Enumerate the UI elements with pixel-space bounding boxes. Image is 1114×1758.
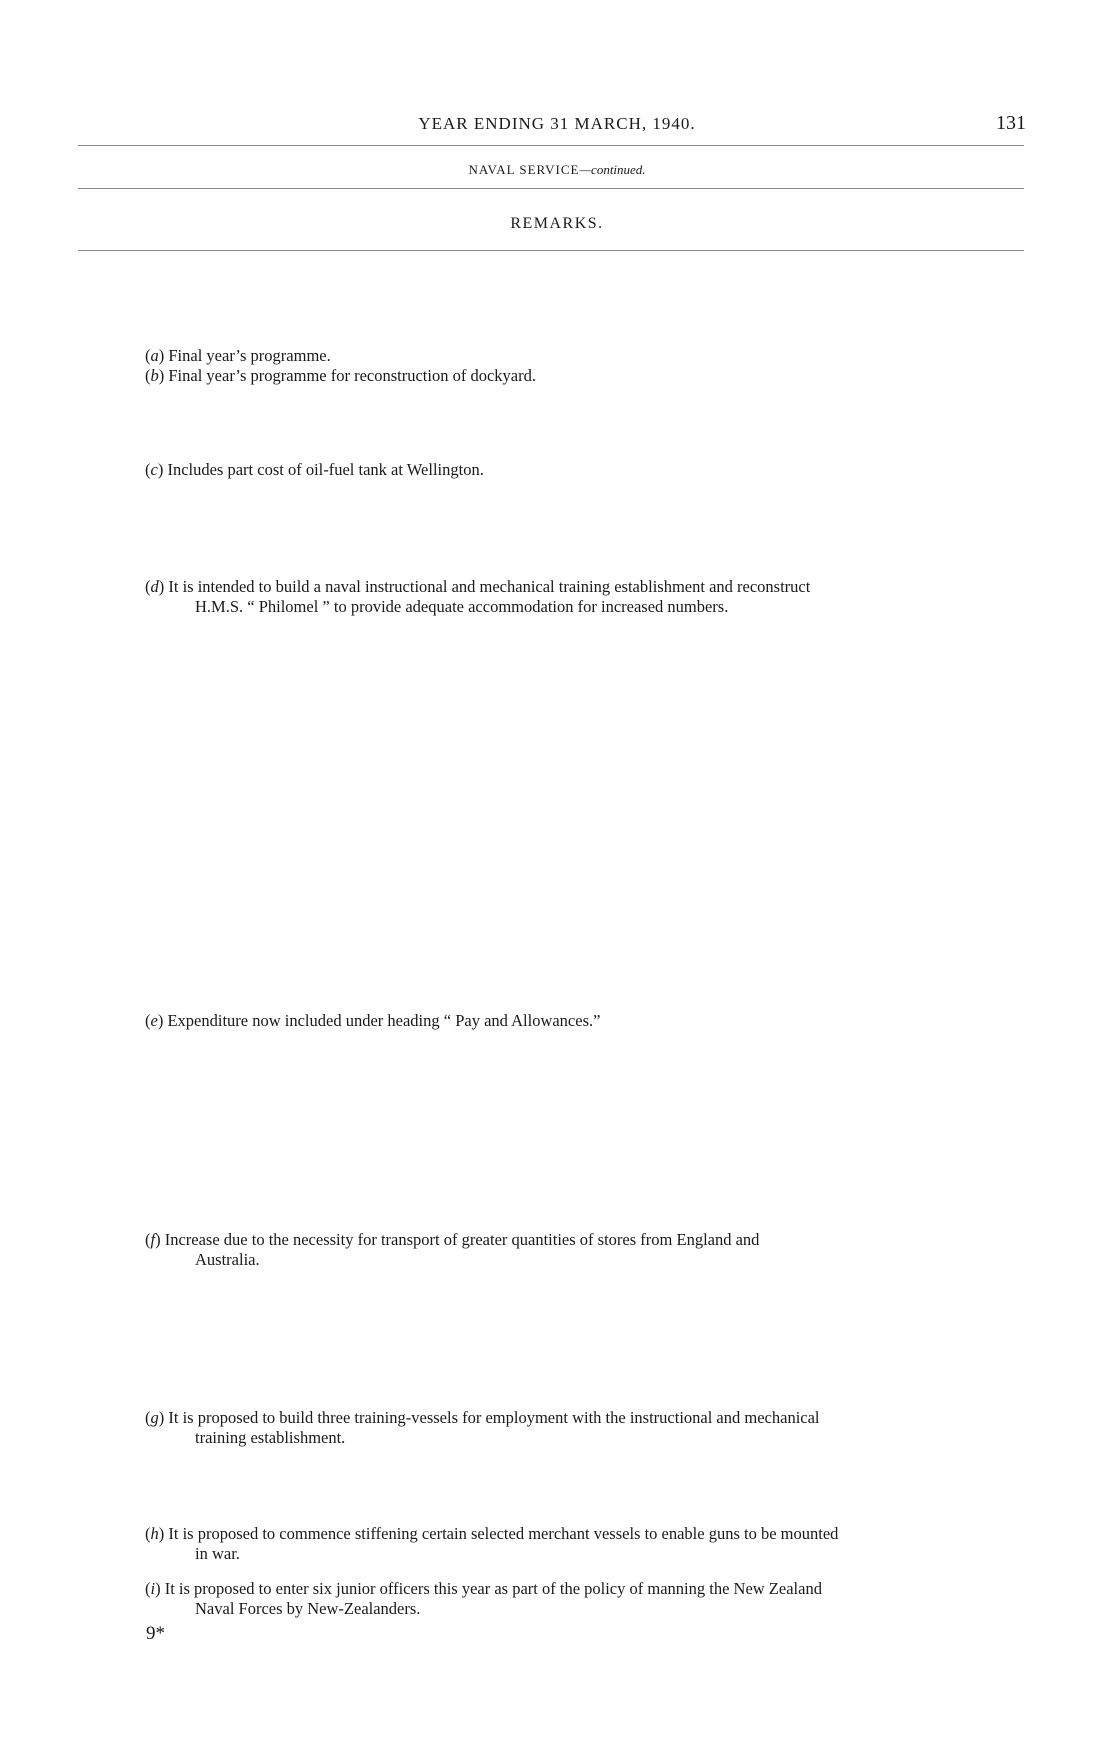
remark-letter: e bbox=[150, 1011, 158, 1030]
remark-g bbox=[145, 1408, 961, 1448]
remark-letter: h bbox=[150, 1524, 159, 1543]
remark-letter: f bbox=[150, 1230, 156, 1249]
remark-text: It is intended to build a naval instructional and mechanical training establishment and reconstruct bbox=[168, 577, 811, 596]
remark-text: It is proposed to enter six junior officers this year as part of the policy of manning the New Zealand bbox=[164, 1579, 822, 1598]
section-heading bbox=[0, 162, 1114, 178]
page-number: 131 bbox=[996, 112, 1026, 134]
remark-a bbox=[145, 346, 961, 366]
remark-line: (c) Includes part cost of oil-fuel tank at Wellington. bbox=[145, 460, 484, 479]
remark-letter: b bbox=[150, 366, 159, 385]
remark-letter: i bbox=[150, 1579, 156, 1598]
remark-letter: a bbox=[150, 346, 159, 365]
section-rule bbox=[78, 188, 1024, 189]
remark-d bbox=[145, 577, 961, 617]
column-rule bbox=[78, 250, 1024, 251]
remark-e bbox=[145, 1011, 961, 1031]
remark-line: in war. bbox=[195, 1544, 240, 1563]
remark-text: Expenditure now included under heading “ Pay and Allowances.” bbox=[167, 1011, 601, 1030]
remark-h bbox=[145, 1524, 961, 1564]
running-title: YEAR ENDING 31 MARCH, 1940. bbox=[418, 114, 696, 133]
remark-line: (g) It is proposed to build three training-vessels for employment with the instructional and mechanical bbox=[145, 1408, 820, 1427]
section-title: NAVAL SERVICE bbox=[468, 162, 580, 177]
remark-letter: d bbox=[150, 577, 159, 596]
remark-text: It is proposed to commence stiffening certain selected merchant vessels to enable guns to be mounted bbox=[168, 1524, 839, 1543]
remark-b bbox=[145, 366, 961, 386]
remark-line: (a) Final year’s programme. bbox=[145, 346, 331, 365]
header-rule bbox=[78, 145, 1024, 146]
remark-i bbox=[145, 1579, 961, 1619]
signature-mark: 9* bbox=[146, 1623, 165, 1644]
remark-letter: c bbox=[150, 460, 158, 479]
remark-line: (f) Increase due to the necessity for transport of greater quantities of stores from England and bbox=[145, 1230, 760, 1249]
remark-text: Includes part cost of oil-fuel tank at Wellington. bbox=[167, 460, 484, 479]
column-heading: REMARKS. bbox=[510, 215, 604, 232]
remark-letter: g bbox=[150, 1408, 159, 1427]
section-continued: —continued. bbox=[579, 162, 646, 177]
remark-line: (h) It is proposed to commence stiffening certain selected merchant vessels to enable guns to be mounted bbox=[145, 1524, 839, 1543]
remark-text: Final year’s programme for reconstruction of dockyard. bbox=[168, 366, 536, 385]
remark-line: H.M.S. “ Philomel ” to provide adequate accommodation for increased numbers. bbox=[195, 597, 729, 616]
remark-line: (e) Expenditure now included under heading “ Pay and Allowances.” bbox=[145, 1011, 601, 1030]
remark-text: Increase due to the necessity for transport of greater quantities of stores from England and bbox=[164, 1230, 760, 1249]
remark-line: (b) Final year’s programme for reconstruction of dockyard. bbox=[145, 366, 536, 385]
remark-line: Australia. bbox=[195, 1250, 260, 1269]
remark-text: It is proposed to build three training-vessels for employment with the instructional and mechanical bbox=[168, 1408, 820, 1427]
remark-line: (i) It is proposed to enter six junior officers this year as part of the policy of manning the New Zealand bbox=[145, 1579, 822, 1598]
remark-f bbox=[145, 1230, 961, 1270]
remark-c bbox=[145, 460, 961, 480]
remark-line: Naval Forces by New-Zealanders. bbox=[195, 1599, 421, 1618]
remark-text: Final year’s programme. bbox=[168, 346, 331, 365]
remark-line: (d) It is intended to build a naval instructional and mechanical training establishment and reconstruct bbox=[145, 577, 811, 596]
remark-line: training establishment. bbox=[195, 1428, 346, 1447]
